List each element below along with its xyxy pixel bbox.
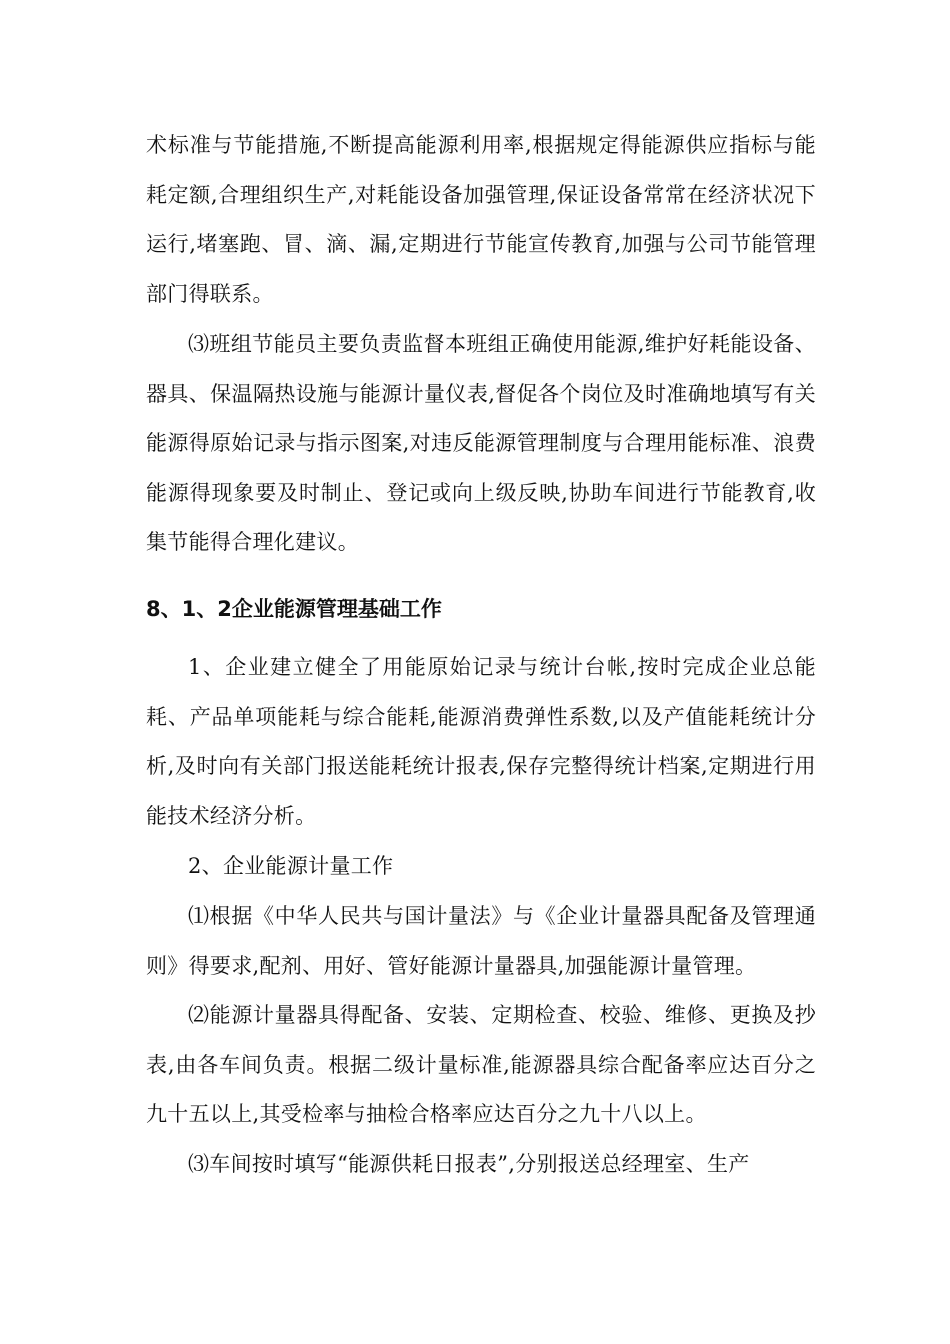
paragraph-metering-law: ⑴根据《中华人民共与国计量法》与《企业计量器具配备及管理通则》得要求,配剂、用好、管好能源计量器具,加强能源计量管理。 xyxy=(146,904,816,978)
paragraph-continued-duties: 术标准与节能措施,不断提高能源利用率,根据规定得能源供应指标与能耗定额,合理组织生产,对耗能设备加强管理,保证设备常常在经济状况下运行,堵塞跑、冒、滴、漏,定期进行节能宣传教育,加强与公司节能管理部门得联系。 xyxy=(146,133,816,306)
paragraph-metering-equipment: ⑵能源计量器具得配备、安装、定期检查、校验、维修、更换及抄表,由各车间负责。根据二级计量标准,能源器具综合配备率应达百分之九十五以上,其受检率与抽检合格率应达百分之九十八以上。 xyxy=(146,1003,816,1126)
section-heading: 8、1、2企业能源管理基础工作 xyxy=(146,597,442,621)
paragraph-daily-report: ⑶车间按时填写“能源供耗日报表”,分别报送总经理室、生产 xyxy=(188,1152,750,1176)
paragraph-metering-work-title: 2、企业能源计量工作 xyxy=(188,854,394,878)
paragraph-records-statistics: 1、企业建立健全了用能原始记录与统计台帐,按时完成企业总能耗、产品单项能耗与综合能耗,能源消费弹性系数,以及产值能耗统计分析,及时向有关部门报送能耗统计报表,保存完整得统计档案,定期进行用能技术经济分析。 xyxy=(146,655,816,828)
paragraph-team-energy-officer: ⑶班组节能员主要负责监督本班组正确使用能源,维护好耗能设备、器具、保温隔热设施与能源计量仪表,督促各个岗位及时准确地填写有关能源得原始记录与指示图案,对违反能源管理制度与合理用能标准、浪费能源得现象要及时制止、登记或向上级反映,协助车间进行节能教育,收集节能得合理化建议。 xyxy=(146,332,816,554)
